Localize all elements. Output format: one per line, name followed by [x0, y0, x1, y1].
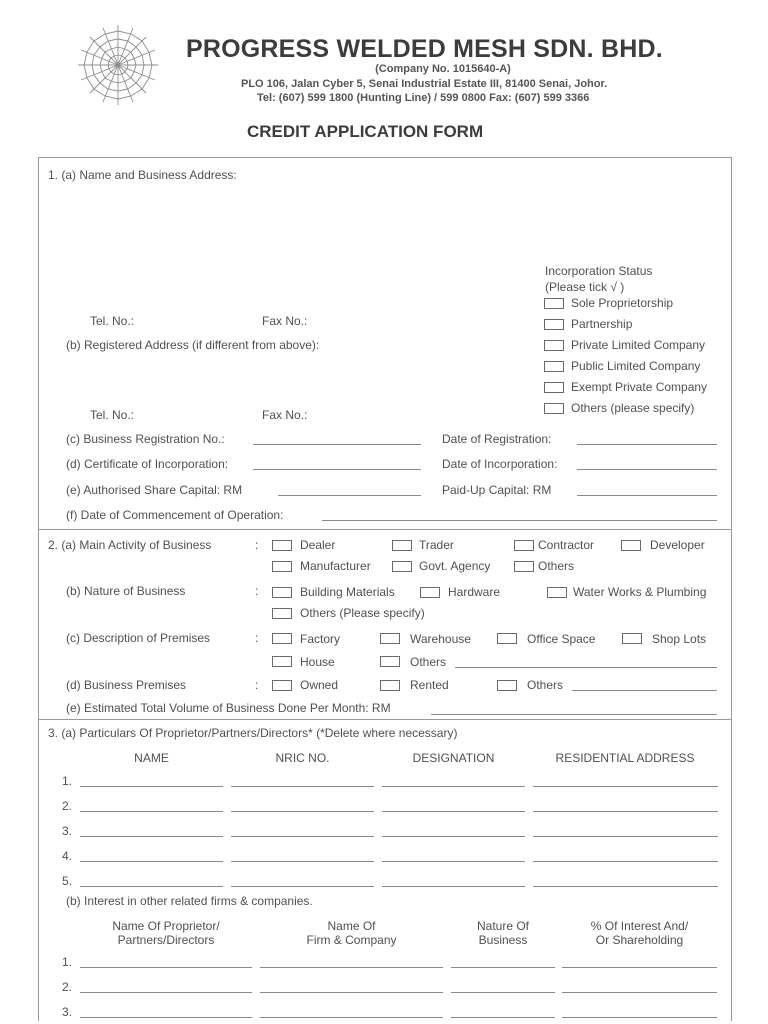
- colon: :: [255, 678, 259, 692]
- row-input-line[interactable]: [533, 886, 718, 887]
- checkbox-owned[interactable]: [272, 680, 292, 691]
- option-label: Contractor: [538, 538, 595, 552]
- column-header: % Of Interest And/ Or Shareholding: [590, 919, 689, 947]
- checkbox-hardware[interactable]: [420, 587, 440, 598]
- row-input-line[interactable]: [562, 992, 717, 993]
- row-input-line[interactable]: [382, 786, 525, 787]
- checkbox-premises-others[interactable]: [380, 656, 400, 667]
- option-label: Others (please specify): [571, 401, 695, 415]
- colon: :: [255, 538, 259, 552]
- row-input-line[interactable]: [231, 811, 374, 812]
- row-input-line[interactable]: [260, 967, 443, 968]
- row-input-line[interactable]: [533, 811, 718, 812]
- option-label: Others: [538, 559, 575, 573]
- row-input-line[interactable]: [80, 786, 223, 787]
- option-label: Others: [410, 655, 447, 669]
- option-label: Factory: [300, 632, 341, 646]
- checkbox-shop-lots[interactable]: [622, 633, 642, 644]
- checkbox-house[interactable]: [272, 656, 292, 667]
- checkbox-developer[interactable]: [621, 540, 641, 551]
- row-input-line[interactable]: [80, 836, 223, 837]
- row-input-line[interactable]: [382, 861, 525, 862]
- checkbox-partnership[interactable]: [544, 319, 564, 330]
- colon: :: [255, 584, 259, 598]
- row-input-line[interactable]: [80, 967, 252, 968]
- s1-e-right: Paid-Up Capital: RM: [442, 483, 552, 497]
- row-input-line[interactable]: [260, 992, 443, 993]
- row-number: 2.: [62, 799, 73, 813]
- s1-e-label: (e) Authorised Share Capital: RM: [66, 483, 243, 497]
- checkbox-dealer[interactable]: [272, 540, 292, 551]
- row-input-line[interactable]: [533, 861, 718, 862]
- form-title: CREDIT APPLICATION FORM: [247, 122, 484, 141]
- authorised-capital-field[interactable]: [278, 495, 421, 496]
- row-input-line[interactable]: [382, 836, 525, 837]
- s3-a-label: 3. (a) Particulars Of Proprietor/Partners/Directors* (*Delete where necessary): [48, 726, 458, 740]
- column-header: RESIDENTIAL ADDRESS: [555, 751, 695, 765]
- company-contact: Tel: (607) 599 1800 (Hunting Line) / 599 0800 Fax: (607) 599 3366: [257, 92, 590, 104]
- commencement-date-field[interactable]: [322, 520, 717, 521]
- option-label: Private Limited Company: [571, 338, 706, 352]
- s2-c-label: (c) Description of Premises: [66, 631, 211, 645]
- option-label: Sole Proprietorship: [571, 296, 674, 310]
- business-premises-others-field[interactable]: [572, 690, 717, 691]
- incorporation-hint: (Please tick √ ): [545, 280, 625, 294]
- checkbox-sole-proprietorship[interactable]: [544, 298, 564, 309]
- option-label: Hardware: [448, 585, 501, 599]
- option-label: Water Works & Plumbing: [573, 585, 707, 599]
- colon: :: [255, 631, 259, 645]
- row-input-line[interactable]: [533, 786, 718, 787]
- checkbox-private-limited[interactable]: [544, 340, 564, 351]
- checkbox-rented[interactable]: [380, 680, 400, 691]
- row-number: 5.: [62, 874, 73, 888]
- checkbox-contractor[interactable]: [514, 540, 534, 551]
- checkbox-water-works[interactable]: [547, 587, 567, 598]
- checkbox-building-materials[interactable]: [272, 587, 292, 598]
- row-number: 2.: [62, 980, 73, 994]
- row-number: 4.: [62, 849, 73, 863]
- company-number: (Company No. 1015640-A): [375, 63, 511, 75]
- row-input-line[interactable]: [562, 967, 717, 968]
- option-label: House: [300, 655, 335, 669]
- row-input-line[interactable]: [451, 1017, 555, 1018]
- option-label: Others: [527, 678, 564, 692]
- row-input-line[interactable]: [231, 861, 374, 862]
- row-number: 1.: [62, 774, 73, 788]
- company-address: PLO 106, Jalan Cyber 5, Senai Industrial Estate III, 81400 Senai, Johor.: [241, 78, 608, 90]
- option-label: Office Space: [527, 632, 596, 646]
- row-number: 3.: [62, 824, 73, 838]
- row-input-line[interactable]: [80, 811, 223, 812]
- business-registration-field[interactable]: [253, 444, 421, 445]
- option-label: Dealer: [300, 538, 336, 552]
- checkbox-business-premises-others[interactable]: [497, 680, 517, 691]
- row-input-line[interactable]: [260, 1017, 443, 1018]
- s3-b-label: (b) Interest in other related firms & companies.: [66, 894, 313, 908]
- row-input-line[interactable]: [533, 836, 718, 837]
- monthly-volume-field[interactable]: [431, 714, 717, 715]
- row-number: 3.: [62, 1005, 73, 1019]
- row-input-line[interactable]: [231, 836, 374, 837]
- checkbox-govt-agency[interactable]: [392, 561, 412, 572]
- checkbox-exempt-private[interactable]: [544, 382, 564, 393]
- section-divider: [38, 719, 732, 720]
- s1-c-label: (c) Business Registration No.:: [66, 432, 225, 446]
- row-input-line[interactable]: [80, 886, 223, 887]
- option-label: Developer: [650, 538, 705, 552]
- premises-others-field[interactable]: [455, 667, 717, 668]
- s2-a-label: 2. (a) Main Activity of Business: [48, 538, 212, 552]
- column-header: NAME: [134, 751, 169, 765]
- paid-up-capital-field[interactable]: [577, 495, 717, 496]
- option-label: Owned: [300, 678, 339, 692]
- option-label: Shop Lots: [652, 632, 707, 646]
- checkbox-trader[interactable]: [392, 540, 412, 551]
- checkbox-activity-others[interactable]: [514, 561, 534, 572]
- s1-f-label: (f) Date of Commencement of Operation:: [66, 508, 284, 522]
- column-header: Nature Of Business: [476, 919, 530, 947]
- s2-d-label: (d) Business Premises: [66, 678, 187, 692]
- column-header: DESIGNATION: [412, 751, 495, 765]
- option-label: Warehouse: [410, 632, 471, 646]
- row-input-line[interactable]: [451, 992, 555, 993]
- s2-b-label: (b) Nature of Business: [66, 584, 186, 598]
- checkbox-manufacturer[interactable]: [272, 561, 292, 572]
- s1-c-right: Date of Registration:: [442, 432, 552, 446]
- row-input-line[interactable]: [382, 886, 525, 887]
- s2-e-label: (e) Estimated Total Volume of Business Done Per Month: RM: [66, 701, 391, 715]
- row-input-line[interactable]: [562, 1017, 717, 1018]
- option-label: Building Materials: [300, 585, 395, 599]
- row-input-line[interactable]: [80, 992, 252, 993]
- section-divider: [38, 529, 732, 530]
- checkbox-nature-others[interactable]: [272, 608, 292, 619]
- row-input-line[interactable]: [231, 886, 374, 887]
- option-label: Govt. Agency: [419, 559, 491, 573]
- company-name: PROGRESS WELDED MESH SDN. BHD.: [186, 35, 663, 63]
- row-input-line[interactable]: [231, 786, 374, 787]
- date-of-registration-field[interactable]: [577, 444, 717, 445]
- row-input-line[interactable]: [382, 811, 525, 812]
- checkbox-public-limited[interactable]: [544, 361, 564, 372]
- option-label: Public Limited Company: [571, 359, 701, 373]
- s1-d-label: (d) Certificate of Incorporation:: [66, 457, 229, 471]
- row-input-line[interactable]: [80, 1017, 252, 1018]
- option-label: Partnership: [571, 317, 633, 331]
- option-label: Exempt Private Company: [571, 380, 708, 394]
- column-header: NRIC NO.: [275, 751, 330, 765]
- row-input-line[interactable]: [451, 967, 555, 968]
- option-label: Others (Please specify): [300, 606, 425, 620]
- incorporation-title: Incorporation Status: [545, 264, 653, 278]
- column-header: Name Of Proprietor/ Partners/Directors: [112, 919, 220, 947]
- checkbox-others[interactable]: [544, 403, 564, 414]
- checkbox-factory[interactable]: [272, 633, 292, 644]
- column-header: Name Of Firm & Company: [306, 919, 397, 947]
- date-of-incorporation-field[interactable]: [577, 469, 717, 470]
- option-label: Manufacturer: [300, 559, 371, 573]
- option-label: Rented: [410, 678, 449, 692]
- row-input-line[interactable]: [80, 861, 223, 862]
- certificate-of-incorporation-field[interactable]: [253, 469, 421, 470]
- checkbox-office-space[interactable]: [497, 633, 517, 644]
- s1-a-label: 1. (a) Name and Business Address:: [48, 168, 237, 182]
- checkbox-warehouse[interactable]: [380, 633, 400, 644]
- option-label: Trader: [419, 538, 454, 552]
- tel-label: Tel. No.:: [90, 314, 135, 328]
- s1-d-right: Date of Incorporation:: [442, 457, 558, 471]
- tel-label: Tel. No.:: [90, 408, 135, 422]
- fax-label: Fax No.:: [262, 314, 308, 328]
- s1-b-label: (b) Registered Address (if different from above):: [66, 338, 320, 352]
- row-number: 1.: [62, 955, 73, 969]
- fax-label: Fax No.:: [262, 408, 308, 422]
